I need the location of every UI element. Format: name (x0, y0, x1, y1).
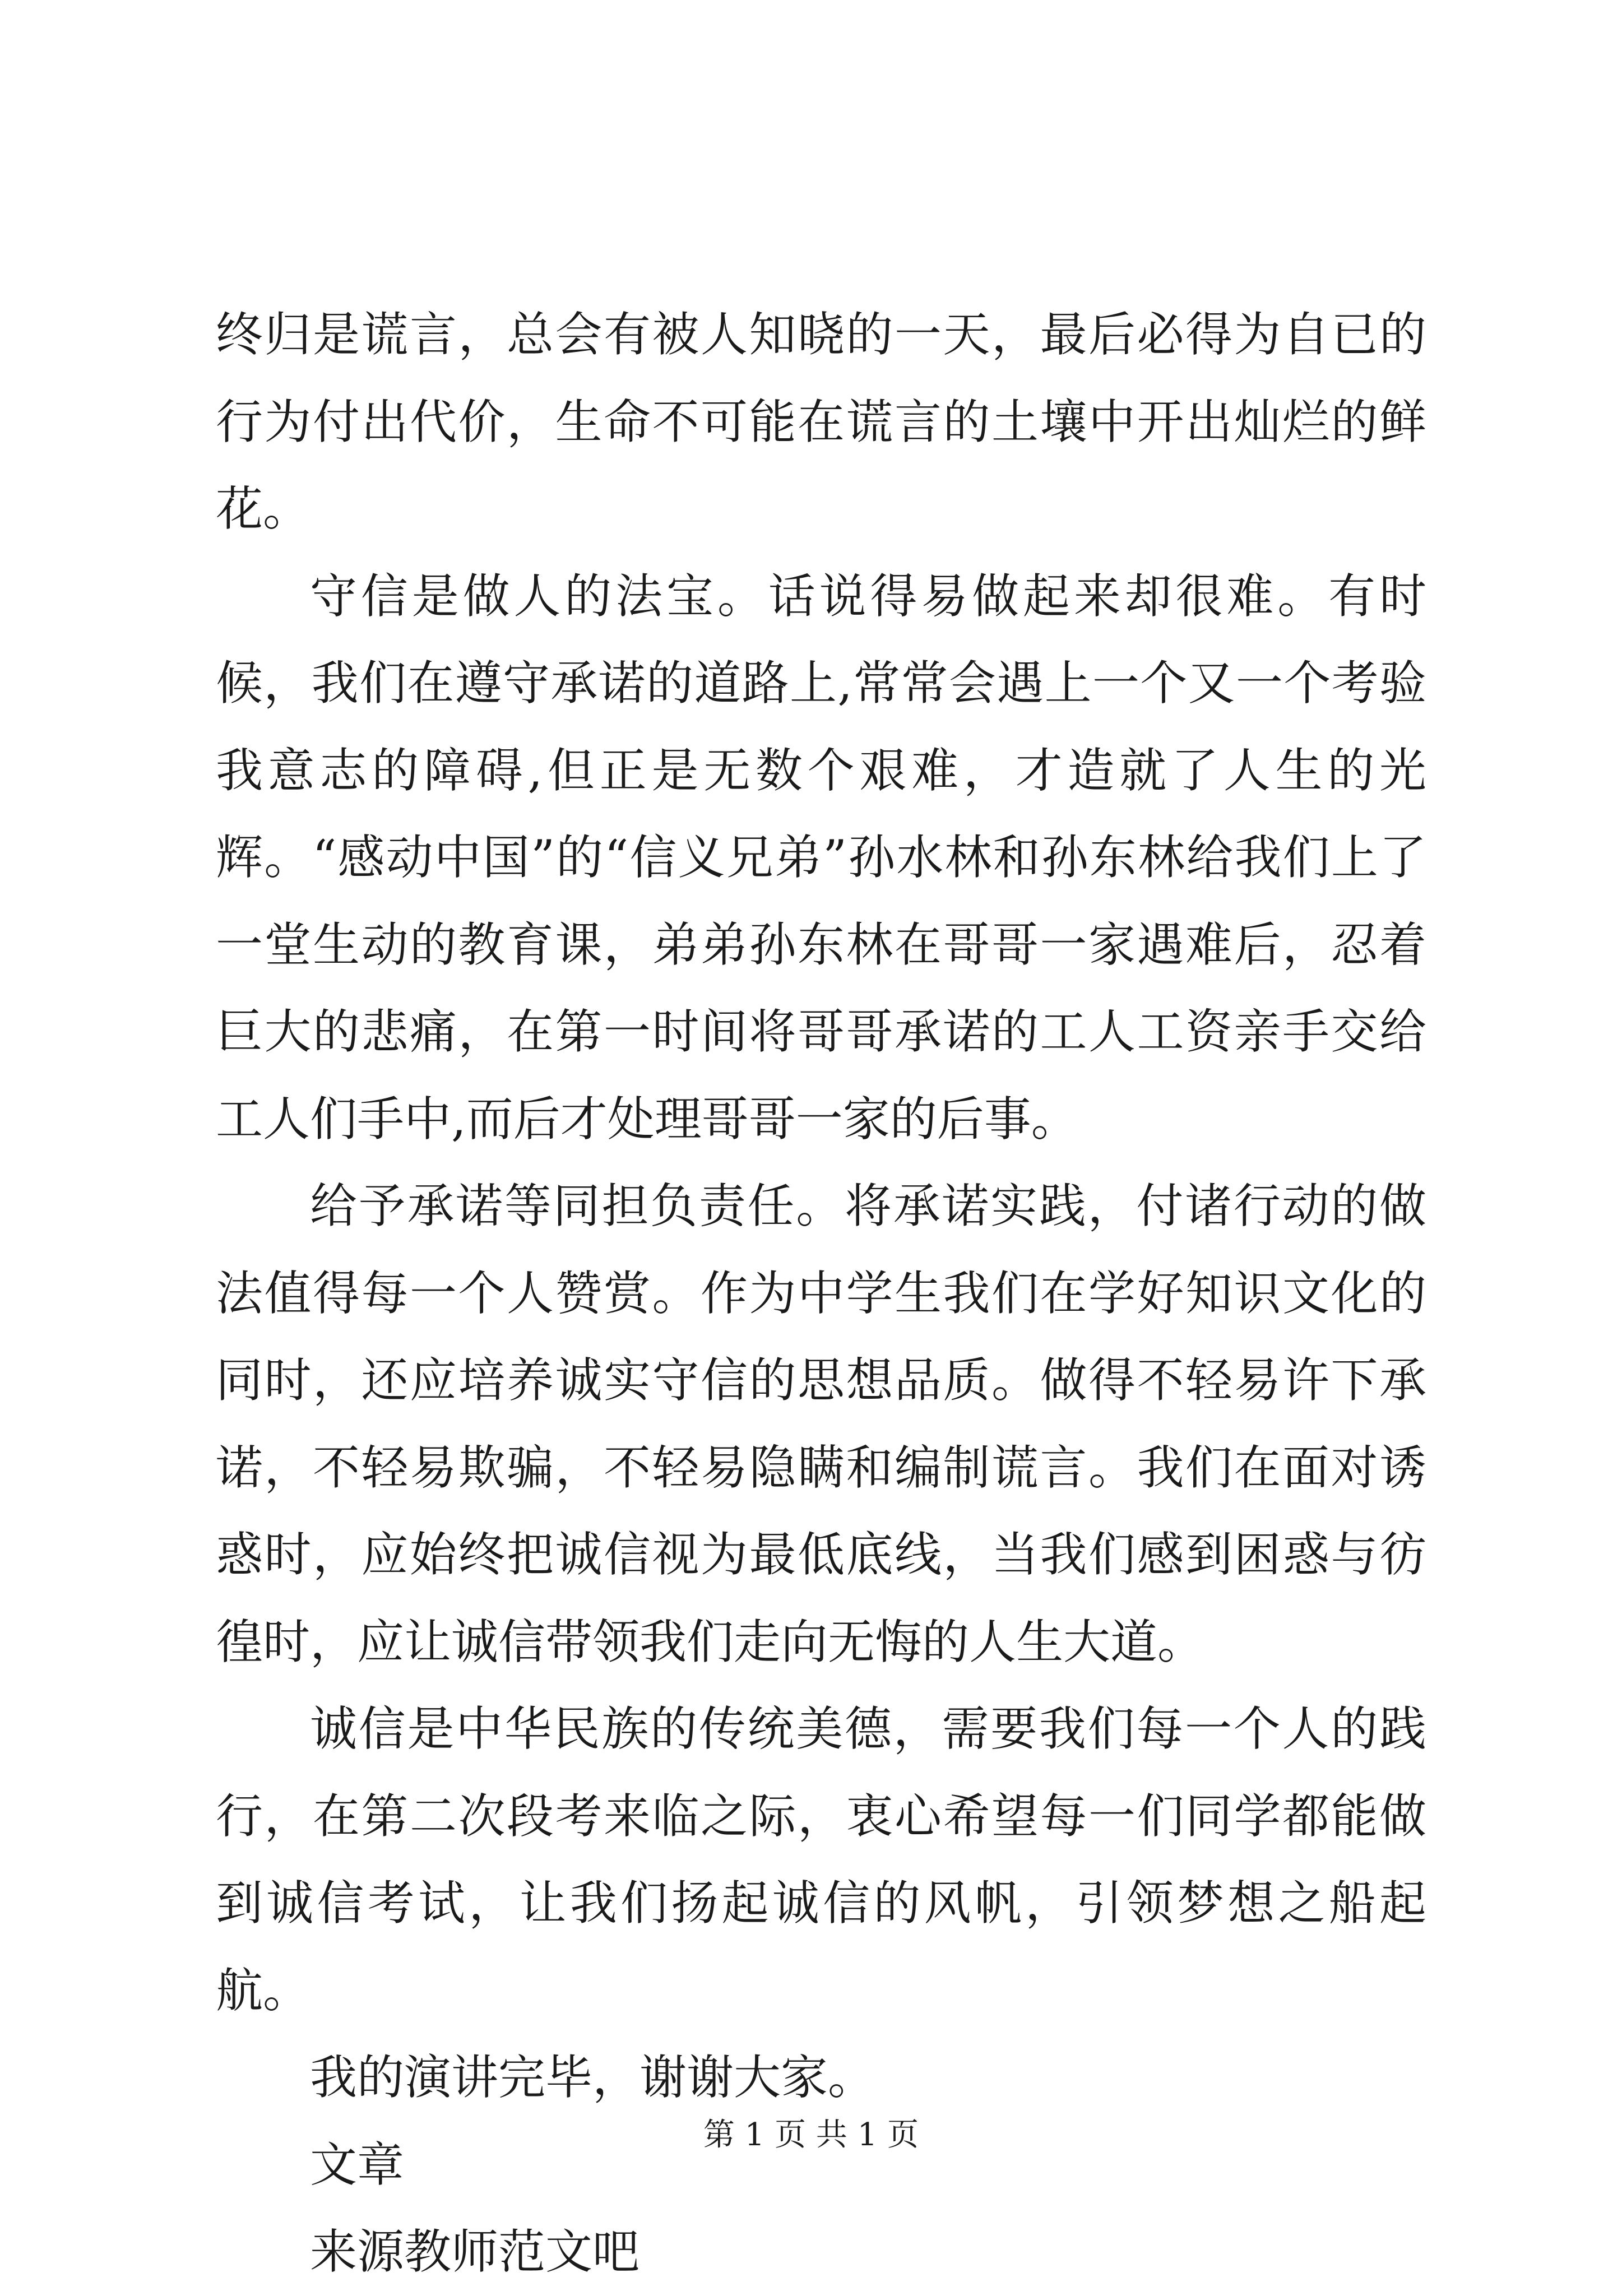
paragraph-7: 来源教师范文吧 (310, 2224, 640, 2279)
page-number-label: 第 1 页 共 1 页 (703, 2117, 919, 2153)
page-footer (0, 2116, 1622, 2155)
paragraph-4: 诚信是中华民族的传统美德，需要我们每一个人的践行，在第二次段考来临之际，衷心希望每一们同学都能做到诚信考试，让我们扬起诚信的风帆，引领梦想之船起航。 (216, 1701, 1426, 2018)
paragraph-1: 终归是谎言，总会有被人知晓的一天，最后必得为自已的行为付出代价，生命不可能在谎言的土壤中开出灿烂的鲜花。 (216, 307, 1426, 536)
paragraph-5: 我的演讲完毕，谢谢大家。 (310, 2050, 875, 2105)
paragraph-2: 守信是做人的法宝。话说得易做起来却很难。有时候，我们在遵守承诺的道路上,常常会遇上一个又一个考验我意志的障碍,但正是无数个艰难，才造就了人生的光辉。“感动中国”的“信义兄弟”孙水林和孙东林给我们上了一堂生动的教育课，弟弟孙东林在哥哥一家遇难后，忍着巨大的悲痛，在第一时间将哥哥承诺的工人工资亲手交给工人们手中,而后才处理哥哥一家的后事。 (216, 568, 1426, 1147)
paragraph-3: 给予承诺等同担负责任。将承诺实践，付诸行动的做法值得每一个人赞赏。作为中学生我们在学好知识文化的同时，还应培养诚实守信的思想品质。做得不轻易许下承诺，不轻易欺骗，不轻易隐瞒和编制谎言。我们在面对诱惑时，应始终把诚信视为最低底线，当我们感到困惑与彷徨时，应让诚信带领我们走向无悔的人生大道。 (216, 1179, 1426, 1669)
paragraph-6: 文章 (310, 2137, 405, 2192)
document-body (216, 291, 1426, 2296)
